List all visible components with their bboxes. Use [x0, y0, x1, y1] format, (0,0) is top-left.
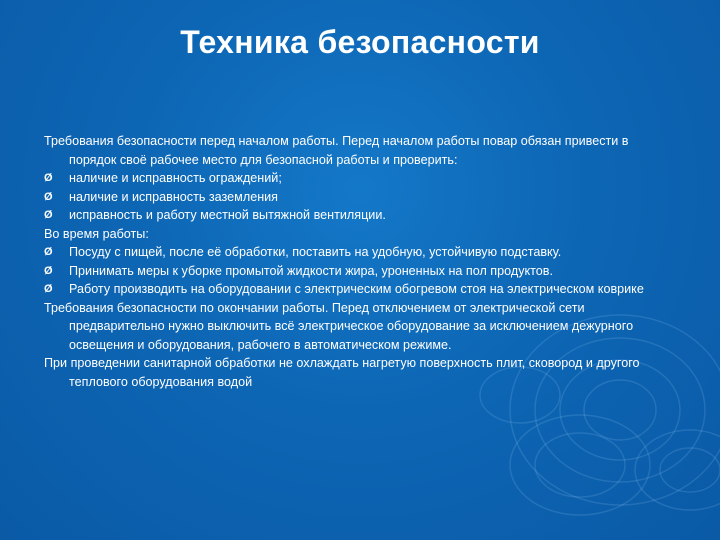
bullet-item	[44, 188, 674, 207]
bullet-arrow-icon: Ø	[44, 283, 53, 295]
bullet-text: исправность и работу местной вытяжной вентиляции.	[69, 208, 386, 222]
bullet-text: Работу производить на оборудовании с электрическим обогревом стоя на электрическом коврике	[69, 282, 644, 296]
body-text	[44, 132, 674, 391]
bullet-item	[44, 169, 674, 188]
bullet-arrow-icon: Ø	[44, 264, 53, 277]
paragraph: При проведении санитарной обработки не охлаждать нагретую поверхность плит, сковород и другого теплового оборудования водой	[44, 356, 640, 389]
bullet-item	[44, 243, 674, 262]
bullet-item	[44, 280, 674, 299]
bullet-arrow-icon: Ø	[44, 246, 53, 258]
paragraph: Требования безопасности перед началом работы. Перед началом работы повар обязан привести в порядок своё рабочее место для безопасной работы и проверить:	[44, 134, 629, 167]
bullet-text: наличие и исправность заземления	[69, 189, 279, 204]
bullet-item	[44, 262, 674, 281]
bullet-item	[44, 206, 674, 225]
bullet-text: Принимать меры к уборке промытой жидкости жира, уроненных на пол продуктов.	[69, 263, 553, 278]
bullet-text: наличие и исправность ограждений;	[69, 171, 282, 185]
bullet-arrow-icon: Ø	[44, 209, 53, 221]
paragraph: Во время работы:	[44, 226, 149, 241]
bullet-text: Посуду с пищей, после её обработки, поставить на удобную, устойчивую подставку.	[69, 245, 562, 259]
paragraph: Требования безопасности по окончании работы. Перед отключением от электрической сети предварительно нужно выключить всё электрическое оборудование за исключением дежурного освещения и оборудования, рабочего в автоматическом режиме.	[44, 300, 634, 352]
bullet-arrow-icon: Ø	[44, 172, 53, 184]
bullet-arrow-icon: Ø	[44, 190, 53, 203]
slide-title: Техника безопасности	[180, 24, 540, 60]
